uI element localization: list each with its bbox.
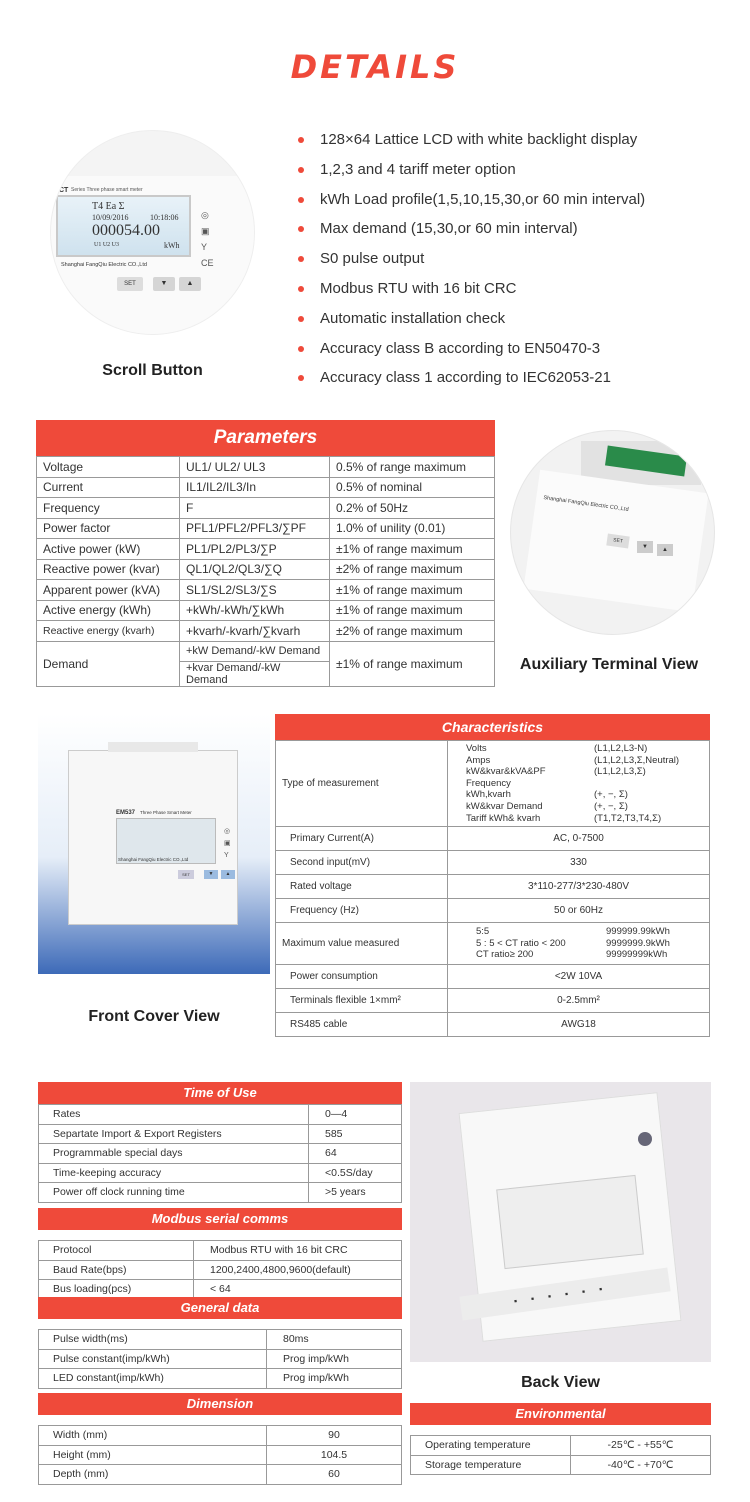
row-value: >5 years [309,1183,402,1203]
list-item: Max demand (15,30,or 60 min interval) [296,217,736,247]
row-value: 3*110-277/3*230-480V [448,875,710,899]
type-item-key: Amps [466,754,491,766]
modbus-title: Modbus serial comms [38,1208,402,1230]
time-of-use-title: Time of Use [38,1082,402,1104]
characteristics-table [275,714,710,1037]
table-row [276,741,710,827]
type-item-key: kW&kvar&kVA&PF [466,766,546,778]
front-model: EM537 [116,810,136,816]
type-item-value: (L1,L2,L3,Σ) [594,766,646,778]
table-row [39,1163,402,1183]
row-name: Bus loading(pcs) [39,1280,194,1300]
type-measurement-values [448,741,710,827]
auxiliary-terminal-photo [510,430,715,635]
table-row [37,498,495,519]
table-row [39,1445,402,1465]
aux-set-button: SET [606,534,629,549]
table-row [276,827,710,851]
table-row [37,539,495,560]
type-item-value: (L1,L2,L3-N) [594,743,648,754]
row-value: 330 [448,851,710,875]
param-name: Frequency [37,498,180,519]
max-item [476,949,681,961]
front-up-button: ▲ [221,870,235,879]
row-name: Pulse constant(imp/kWh) [39,1349,267,1369]
row-value: 104.5 [267,1445,402,1465]
param-accuracy: ±1% of range maximum [330,580,495,601]
table-row [276,875,710,899]
param-symbol: +kvar Demand/-kW Demand [180,662,330,687]
param-symbol: SL1/SL2/SL3/∑S [180,580,330,601]
type-item [466,743,691,755]
table-row [37,559,495,580]
row-value: -25℃ - +55℃ [571,1436,711,1456]
row-name: Width (mm) [39,1426,267,1446]
table-row [276,899,710,923]
table-row [276,965,710,989]
row-name: Storage temperature [411,1455,571,1475]
table-row [37,457,495,478]
list-item: 128×64 Lattice LCD with white backlight display [296,128,736,158]
param-accuracy: 0.5% of nominal [330,477,495,498]
meter-brand-label: Shanghai FangQiu Electric CO.,Ltd [61,262,147,268]
type-item [466,789,691,801]
table-row [37,621,495,642]
row-name: Protocol [39,1241,194,1261]
front-down-button: ▼ [204,870,218,879]
type-item-value: (T1,T2,T3,T4,Σ) [594,812,662,824]
max-item-key: CT ratio≥ 200 [476,949,534,961]
max-item-value: 99999999kWh [606,949,668,961]
table-row [37,580,495,601]
list-item: 1,2,3 and 4 tariff meter option [296,158,736,188]
aux-brand-label: Shanghai FangQiu Electric CO.,Ltd [543,495,629,513]
dimension-table [38,1393,402,1485]
max-item [476,926,681,938]
type-measurement-label: Type of measurement [276,741,448,827]
row-name: Rated voltage [276,875,448,899]
max-value-label: Maximum value measured [276,923,448,965]
row-name: Power consumption [276,965,448,989]
param-accuracy: ±1% of range maximum [330,600,495,621]
row-name: Programmable special days [39,1144,309,1164]
row-name: RS485 cable [276,1013,448,1037]
row-value: 1200,2400,4800,9600(default) [194,1260,402,1280]
max-item-value: 9999999.9kWh [606,937,670,949]
list-item: S0 pulse output [296,247,736,277]
row-name: LED constant(imp/kWh) [39,1369,267,1389]
param-accuracy: ±1% of range maximum [330,539,495,560]
characteristics-title: Characteristics [275,714,710,740]
param-name: Active power (kW) [37,539,180,560]
row-name: Height (mm) [39,1445,267,1465]
parameters-title: Parameters [36,420,495,456]
max-item-value: 999999.99kWh [606,926,670,938]
param-symbol: +kvarh/-kvarh/∑kvarh [180,621,330,642]
param-name: Reactive power (kvar) [37,559,180,580]
param-name: Power factor [37,518,180,539]
param-name: Apparent power (kVA) [37,580,180,601]
lcd-screen [56,195,191,257]
modbus-table [38,1208,402,1300]
param-accuracy: ±2% of range maximum [330,559,495,580]
dimension-title: Dimension [38,1393,402,1415]
row-value: Modbus RTU with 16 bit CRC [194,1241,402,1261]
table-row [39,1426,402,1446]
table-row [276,923,710,965]
row-value: <2W 10VA [448,965,710,989]
table-row [39,1349,402,1369]
back-view-photo [410,1082,711,1362]
meter-up-button: ▲ [179,277,201,291]
front-model-line: Three Phase Smart Meter [140,810,192,815]
row-value: Prog imp/kWh [267,1349,402,1369]
type-item-key: Tariff kWh& kvarh [466,812,541,824]
lcd-date: 10/09/2016 [92,213,129,222]
row-value: 0-2.5mm² [448,989,710,1013]
back-view-caption: Back View [521,1374,600,1391]
row-value: 585 [309,1124,402,1144]
max-item [476,938,681,950]
meter-down-button: ▼ [153,277,175,291]
scroll-button-photo [50,130,255,335]
table-row [37,600,495,621]
max-item-key: 5 : 5 < CT ratio < 200 [476,937,566,949]
type-item-value: (+, −, Σ) [594,800,628,812]
time-of-use-table [38,1082,402,1203]
row-value: -40℃ - +70℃ [571,1455,711,1475]
type-item [466,813,691,825]
row-value: AC, 0-7500 [448,827,710,851]
meter-model-line: Series Three phase smart meter [71,187,143,193]
row-name: Rates [39,1105,309,1125]
general-data-table [38,1297,402,1389]
lcd-value: 000054.00 [92,222,160,239]
type-item-key: Frequency [466,777,511,789]
table-row [39,1465,402,1485]
environmental-title: Environmental [410,1403,711,1425]
lcd-unit: kWh [164,241,180,250]
table-row [37,641,495,662]
row-name: Primary Current(A) [276,827,448,851]
param-name: Voltage [37,457,180,478]
lcd-tariff: T4 Ea Σ [92,201,125,212]
meter-set-button: SET [117,277,143,291]
scroll-button-caption: Scroll Button [102,362,203,379]
list-item: Accuracy class B according to EN50470-3 [296,337,736,367]
environmental-table [410,1403,711,1475]
list-item: Accuracy class 1 according to IEC62053-21 [296,366,736,396]
param-symbol: F [180,498,330,519]
param-accuracy: ±1% of range maximum [330,641,495,687]
row-name: Terminals flexible 1×mm² [276,989,448,1013]
aux-down-button: ▼ [637,541,653,553]
row-name: Depth (mm) [39,1465,267,1485]
feature-list [296,128,736,396]
table-row [39,1124,402,1144]
row-name: Operating temperature [411,1436,571,1456]
param-name: Active energy (kWh) [37,600,180,621]
row-value: 80ms [267,1330,402,1350]
row-name: Power off clock running time [39,1183,309,1203]
row-value: 0—4 [309,1105,402,1125]
row-value: 64 [309,1144,402,1164]
param-symbol: +kWh/-kWh/∑kWh [180,600,330,621]
row-name: Second input(mV) [276,851,448,875]
list-item: kWh Load profile(1,5,10,15,30,or 60 min interval) [296,188,736,218]
back-terminal-row: ▪▪▪▪▪▪ [459,1268,670,1321]
row-value: 90 [267,1426,402,1446]
table-row [37,518,495,539]
max-item-key: 5:5 [476,926,490,938]
param-symbol: IL1/IL2/IL3/In [180,477,330,498]
param-symbol: QL1/QL2/QL3/∑Q [180,559,330,580]
table-row [39,1260,402,1280]
type-item-key: kW&kvar Demand [466,800,543,812]
aux-up-button: ▲ [657,544,673,556]
type-item-key: kWh,kvarh [466,789,511,801]
row-name: Pulse width(ms) [39,1330,267,1350]
max-value-values [448,923,710,965]
lcd-phases: U1 U2 U3 [94,242,119,248]
row-value: 60 [267,1465,402,1485]
table-row [39,1183,402,1203]
list-item: Automatic installation check [296,307,736,337]
row-value: AWG18 [448,1013,710,1037]
parameters-table [36,420,495,687]
row-name: Time-keeping accuracy [39,1163,309,1183]
param-name: Reactive energy (kvarh) [37,621,180,642]
param-symbol: +kW Demand/-kW Demand [180,641,330,662]
table-row [39,1330,402,1350]
table-row [411,1436,711,1456]
table-row [39,1105,402,1125]
param-symbol: PL1/PL2/PL3/∑P [180,539,330,560]
type-item [466,801,691,813]
row-value: <0.5S/day [309,1163,402,1183]
lcd-time: 10:18:06 [150,213,179,222]
type-item [466,755,691,767]
param-accuracy: ±2% of range maximum [330,621,495,642]
row-name: Baud Rate(bps) [39,1260,194,1280]
type-item-value: (+, −, Σ) [594,789,628,801]
param-name: Current [37,477,180,498]
table-row [276,851,710,875]
page-title: DETAILS [290,48,460,86]
meter-series: CT [59,187,69,194]
table-row [276,989,710,1013]
front-brand-label: Shanghai FangQiu Electric CO.,Ltd [118,857,189,862]
param-accuracy: 0.2% of 50Hz [330,498,495,519]
back-battery-icon [638,1132,652,1146]
param-accuracy: 0.5% of range maximum [330,457,495,478]
row-value: Prog imp/kWh [267,1369,402,1389]
table-row [411,1455,711,1475]
auxiliary-terminal-caption: Auxiliary Terminal View [519,656,699,673]
meter-side-icons: ◎ ▣ Y CE [201,210,214,268]
type-item-key: Volts [466,743,487,754]
table-row [39,1144,402,1164]
type-item [466,778,691,790]
front-cover-photo [38,714,270,974]
list-item: Modbus RTU with 16 bit CRC [296,277,736,307]
param-symbol: UL1/ UL2/ UL3 [180,457,330,478]
row-value: 50 or 60Hz [448,899,710,923]
type-item [466,766,691,778]
general-data-title: General data [38,1297,402,1319]
front-set-button: SET [178,870,194,879]
table-row [39,1241,402,1261]
table-row [39,1369,402,1389]
table-row [276,1013,710,1037]
row-value: < 64 [194,1280,402,1300]
param-symbol: PFL1/PFL2/PFL3/∑PF [180,518,330,539]
row-name: Frequency (Hz) [276,899,448,923]
param-name: Demand [37,641,180,687]
row-name: Separtate Import & Export Registers [39,1124,309,1144]
type-item-value: (L1,L2,L3,Σ,Neutral) [594,754,680,766]
param-accuracy: 1.0% of unility (0.01) [330,518,495,539]
table-row [37,477,495,498]
front-side-icons: ◎ ▣ Y [224,828,231,859]
front-cover-caption: Front Cover View [88,1008,220,1025]
